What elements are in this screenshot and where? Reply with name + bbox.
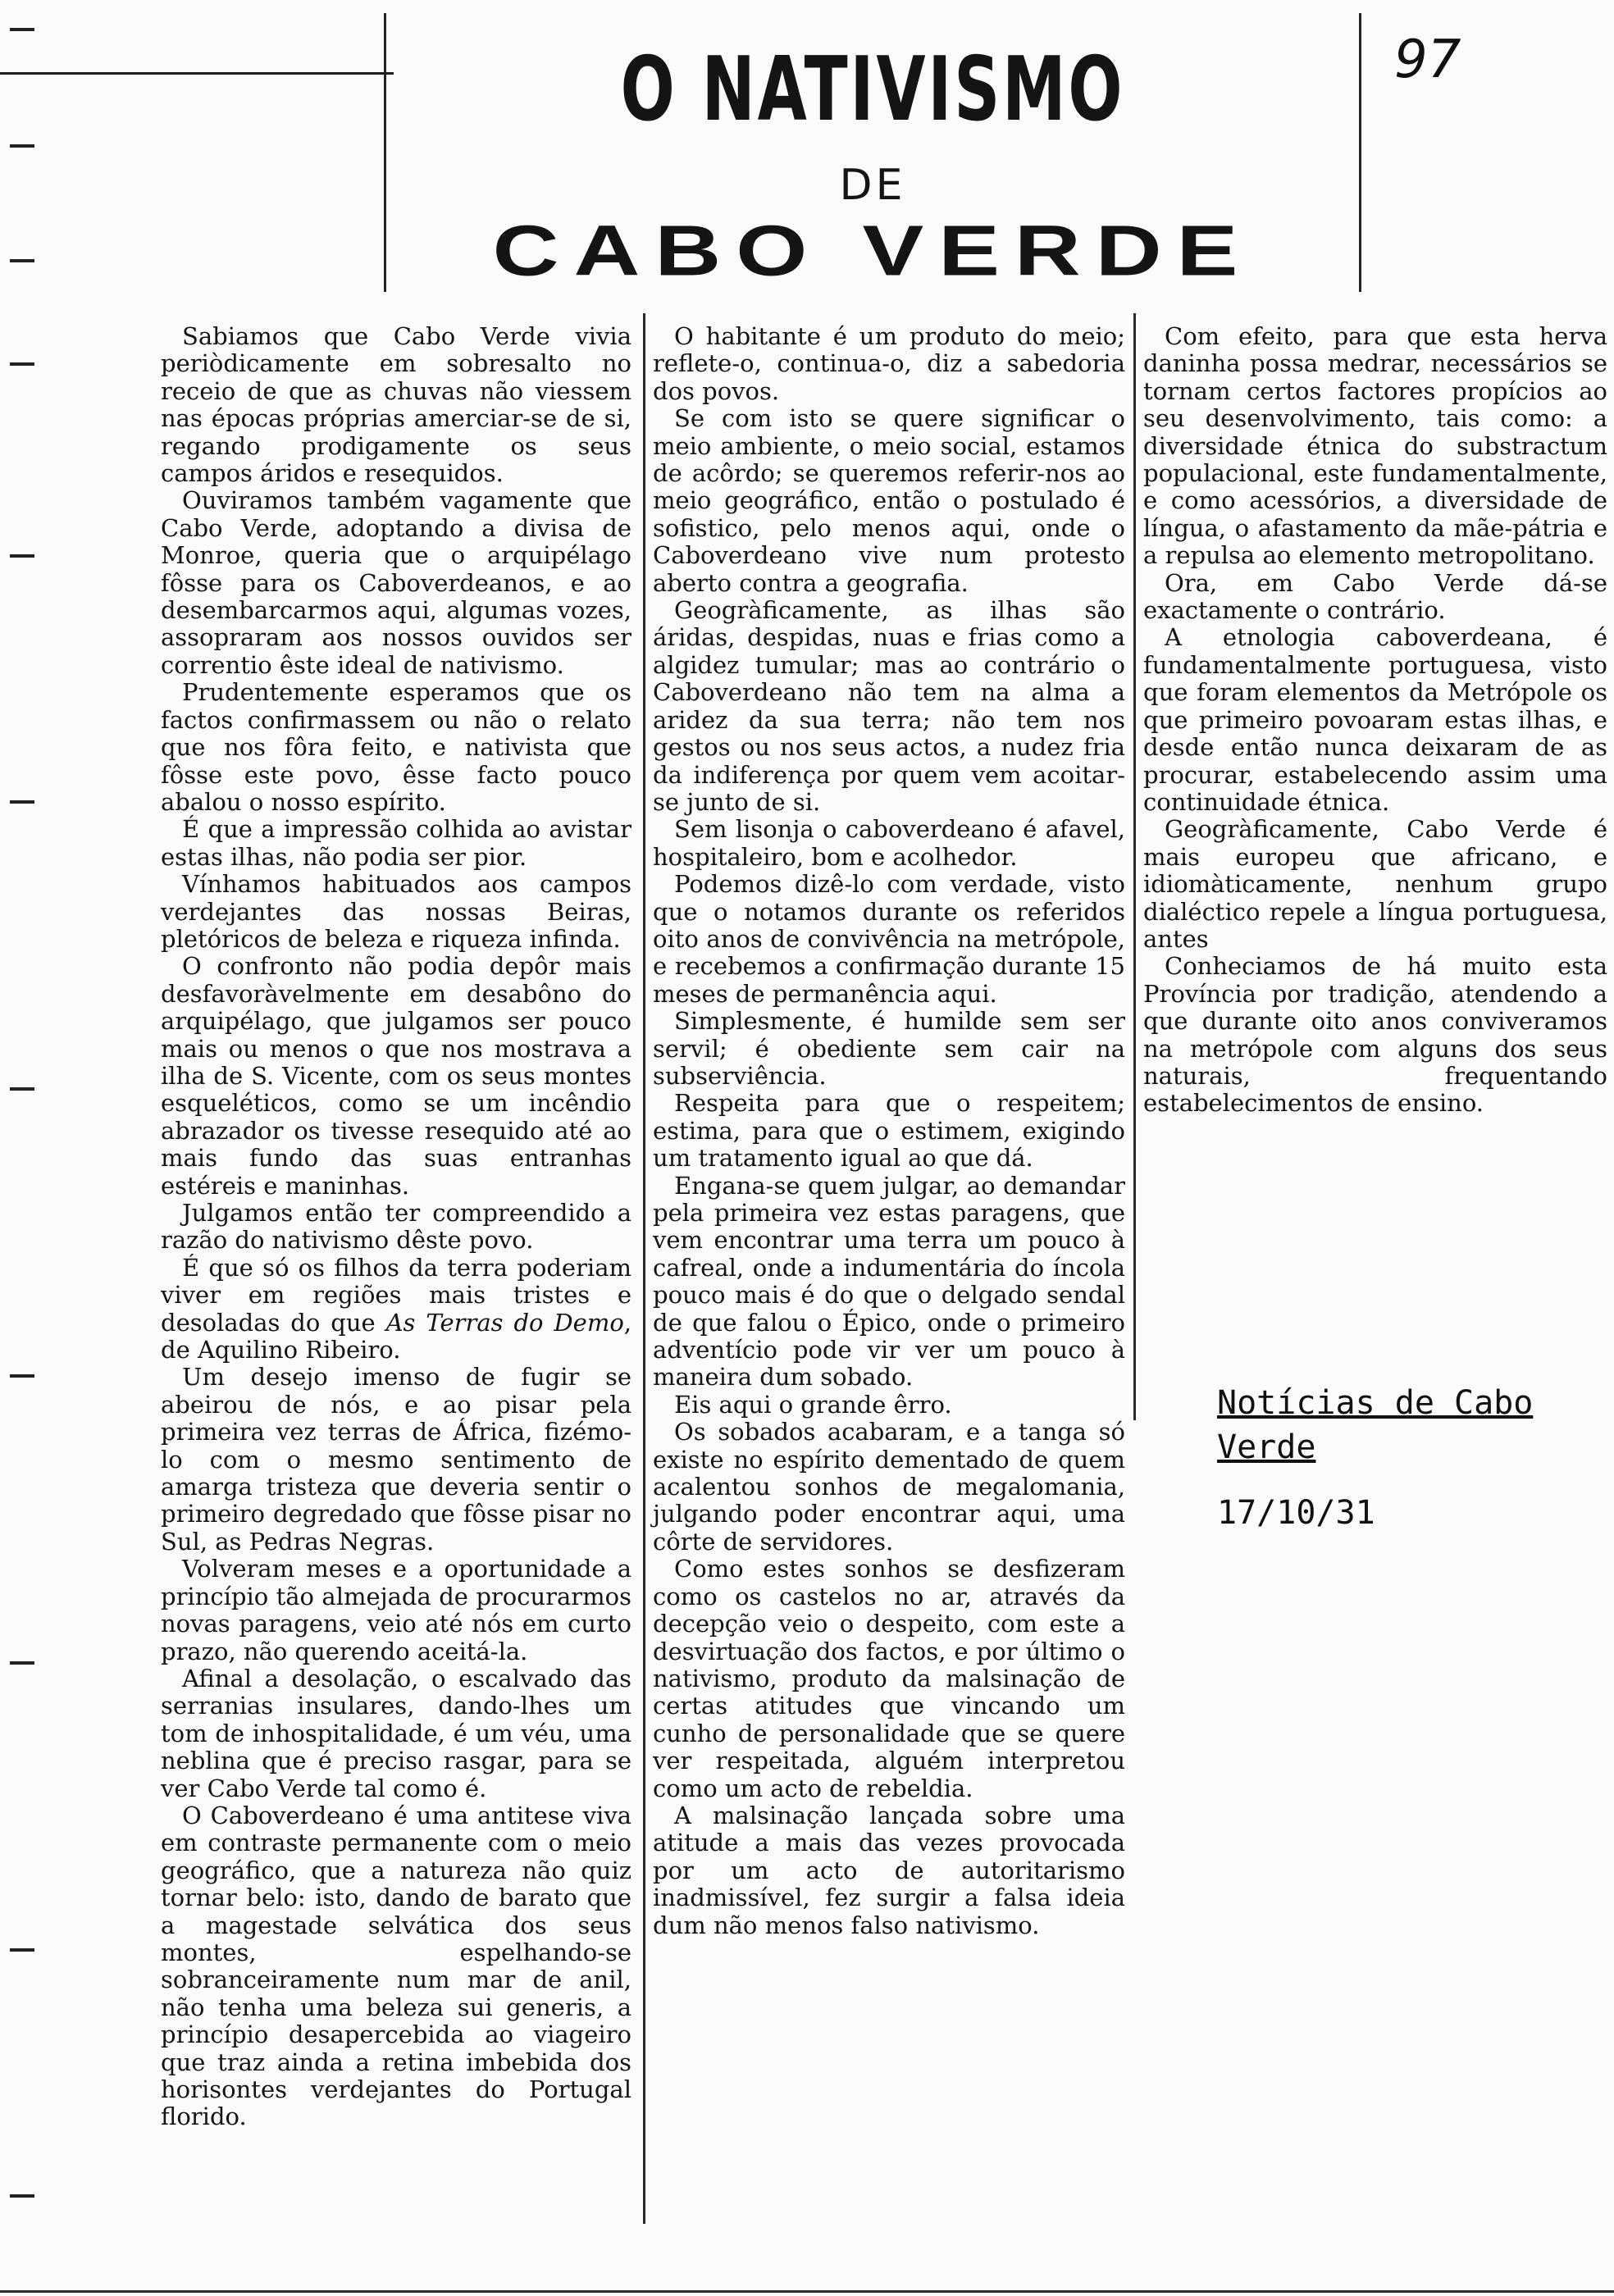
paragraph: O Caboverdeano é uma antitese viva em contraste permanente com o meio geográfico, que a natureza não quiz tornar belo: isto, dando de barato que a magestade selvática dos seus montes, espelhando-se sobranceiramente num mar de anil, não tenha uma beleza sui generis, a princípio desapercebida ao viageiro que traz ainda a retina imbebida dos horisontes verdejantes do Portugal florido. <box>161 1801 631 2131</box>
margin-mark <box>10 28 34 31</box>
paragraph: Ouviramos também vagamente que Cabo Verde, adoptando a divisa de Monroe, queria que o arquipélago fôsse para os Caboverdeanos, e ao desembarcarmos aqui, algumas vozes, assopraram aos nossos ouvidos ser correntio êste ideal de nativismo. <box>161 486 631 679</box>
paragraph: Julgamos então ter compreendido a razão do nativismo dêste povo. <box>161 1199 631 1255</box>
page-number: 97 <box>1394 30 1461 90</box>
bottom-rule <box>0 2290 1614 2293</box>
paragraph: Com efeito, para que esta herva daninha possa medrar, necessários se tornam certos factores propícios ao seu desenvolvimento, tais como: a diversidade étnica do substractum populacional, este fundamentalmente, e como acessórios, a diversidade de língua, o afastamento da mãe-pátria e a repulsa ao elemento metropolitano. <box>1143 322 1607 570</box>
paragraph: É que a impressão colhida ao avistar estas ilhas, não podia ser pior. <box>161 815 631 871</box>
margin-mark <box>10 1374 34 1378</box>
book-title: As Terras do Demo <box>385 1308 624 1337</box>
article-header <box>384 13 1361 292</box>
paragraph: Engana-se quem julgar, ao demandar pela primeira vez estas paragens, que vem encontrar uma terra um pouco à cafreal, onde a indumentária do íncola pouco mais é do que o delgado sendal de que falou o Épico, onde o primeiro adventício pode vir ver um pouco à maneira dum sobado. <box>653 1171 1125 1392</box>
paragraph: Simplesmente, é humilde sem ser servil; é obediente sem cair na subserviência. <box>653 1007 1125 1090</box>
source-date: 17/10/31 <box>1217 1494 1375 1532</box>
paragraph: Eis aqui o grande êrro. <box>674 1390 952 1419</box>
paragraph: Geogràficamente, Cabo Verde é mais europeu que africano, e idiomàticamente, nenhum grupo dialéctico repele a língua portuguesa, antes <box>1143 815 1607 953</box>
column-rule <box>1133 313 1136 1420</box>
paragraph: Volveram meses e a oportunidade a princípio tão almejada de procurarmos novas paragens, veio até nós em curto prazo, não querendo aceitá-la. <box>161 1555 631 1665</box>
paragraph: Se com isto se quere significar o meio ambiente, o meio social, estamos de acôrdo; se queremos referir-nos ao meio geográfico, então o postulado é sofistico, pelo menos aqui, onde o Caboverdeano vive num protesto aberto contra a geografia. <box>653 404 1125 597</box>
article-column-1 <box>161 323 631 2131</box>
article-title-connector: DE <box>839 161 906 210</box>
margin-mark <box>10 362 34 366</box>
margin-mark <box>10 144 34 148</box>
margin-mark <box>10 1661 34 1665</box>
source-note <box>1217 1381 1603 1535</box>
margin-mark <box>10 259 34 262</box>
paragraph: Ora, em Cabo Verde dá-se exactamente o contrário. <box>1143 568 1607 625</box>
article-title-place: CABO VERDE <box>492 210 1253 291</box>
paragraph: Geogràficamente, as ilhas são áridas, despidas, nuas e frias como a algidez tumular; mas ao contrário o Caboverdeano não tem na alma a aridez da sua terra; não tem nos gestos ou nos seus actos, a nudez fria da indiferença por quem vem acoitar-se junto de si. <box>653 596 1125 816</box>
article-title: O NATIVISMO <box>620 39 1125 141</box>
paragraph: O habitante é um produto do meio; reflete-o, continua-o, diz a sabedoria dos povos. <box>653 322 1125 405</box>
article-column-2 <box>653 323 1125 1939</box>
paragraph: Afinal a desolação, o escalvado das serranias insulares, dando-lhes um tom de inhospitalidade, é um véu, uma neblina que é preciso rasgar, para se ver Cabo Verde tal como é. <box>161 1664 631 1802</box>
column-rule <box>643 313 645 2224</box>
margin-mark <box>10 800 34 804</box>
paragraph: Podemos dizê-lo com verdade, visto que o notamos durante os referidos oito anos de convivência na metrópole, e recebemos a confirmação durante 15 meses de permanência aqui. <box>653 870 1125 1008</box>
paragraph: Respeita para que o respeitem; estima, para que o estimem, exigindo um tratamento igual ao que dá. <box>653 1089 1125 1173</box>
margin-mark <box>10 2194 34 2198</box>
book-author: , de Aquilino Ribeiro. <box>161 1308 632 1364</box>
paragraph: O confronto não podia depôr mais desfavoràvelmente em desabôno do arquipélago, que julgamos ser pouco mais ou menos o que nos mostrava a ilha de S. Vicente, com os seus montes esqueléticos, como se um incêndio abrazador os tivesse resequido até ao mais fundo das suas entranhas estéreis e maninhas. <box>161 952 631 1200</box>
source-publication: Notícias de Cabo Verde <box>1217 1384 1534 1466</box>
paragraph: Sabiamos que Cabo Verde vivia periòdicamente em sobresalto no receio de que as chuvas não viessem nas épocas próprias amerciar-se de si, regando prodigamente os seus campos áridos e resequidos. <box>161 322 631 488</box>
paragraph: Os sobados acabaram, e a tanga só existe no espírito dementado de quem acalentou sonhos de megalomania, julgando poder encontrar aqui, uma côrte de servidores. <box>653 1418 1125 1556</box>
paragraph: A etnologia caboverdeana, é fundamentalmente portuguesa, visto que foram elementos da Metrópole os que primeiro povoaram estas ilhas, e desde então nunca deixaram de as procurar, estabelecendo assim uma continuidade étnica. <box>1143 623 1607 816</box>
article-column-3 <box>1143 323 1607 1118</box>
paragraph: Como estes sonhos se desfizeram como os castelos no ar, através da decepção veio o despeito, com este a desvirtuação dos factos, e por último o nativismo, produto da malsinação de certas atitudes que vincando um cunho de personalidade que se quere ver respeitada, alguém interpretou como um acto de rebeldia. <box>653 1555 1125 1802</box>
paragraph <box>161 1255 631 1364</box>
paragraph: Vínhamos habituados aos campos verdejantes das nossas Beiras, pletóricos de beleza e riqueza infinda. <box>161 870 631 953</box>
paragraph-text: É que só os filhos da terra poderiam viver em regiões mais tristes e desoladas do que <box>161 1253 631 1337</box>
margin-mark <box>10 1948 34 1952</box>
margin-mark <box>10 554 34 558</box>
margin-mark <box>10 1087 34 1091</box>
paragraph: A malsinação lançada sobre uma atitude a mais das vezes provocada por um acto de autoritarismo inadmissível, fez surgir a falsa ideia dum não menos falso nativismo. <box>653 1801 1125 1939</box>
paragraph: Conheciamos de há muito esta Província por tradição, atendendo a que durante oito anos conviveramos na metrópole com alguns dos seus naturais, frequentando estabelecimentos de ensino. <box>1143 952 1607 1118</box>
paragraph: Prudentemente esperamos que os factos confirmassem ou não o relato que nos fôra feito, e nativista que fôsse este povo, êsse facto pouco abalou o nosso espírito. <box>161 678 631 816</box>
paragraph: Sem lisonja o caboverdeano é afavel, hospitaleiro, bom e acolhedor. <box>653 815 1125 871</box>
top-rule <box>0 72 394 75</box>
paragraph: Um desejo imenso de fugir se abeirou de nós, e ao pisar pela primeira vez terras de África, fizémo-lo com o mesmo sentimento de amarga tristeza que deveria sentir o primeiro degredado que fôsse pisar no Sul, as Pedras Negras. <box>161 1363 631 1556</box>
